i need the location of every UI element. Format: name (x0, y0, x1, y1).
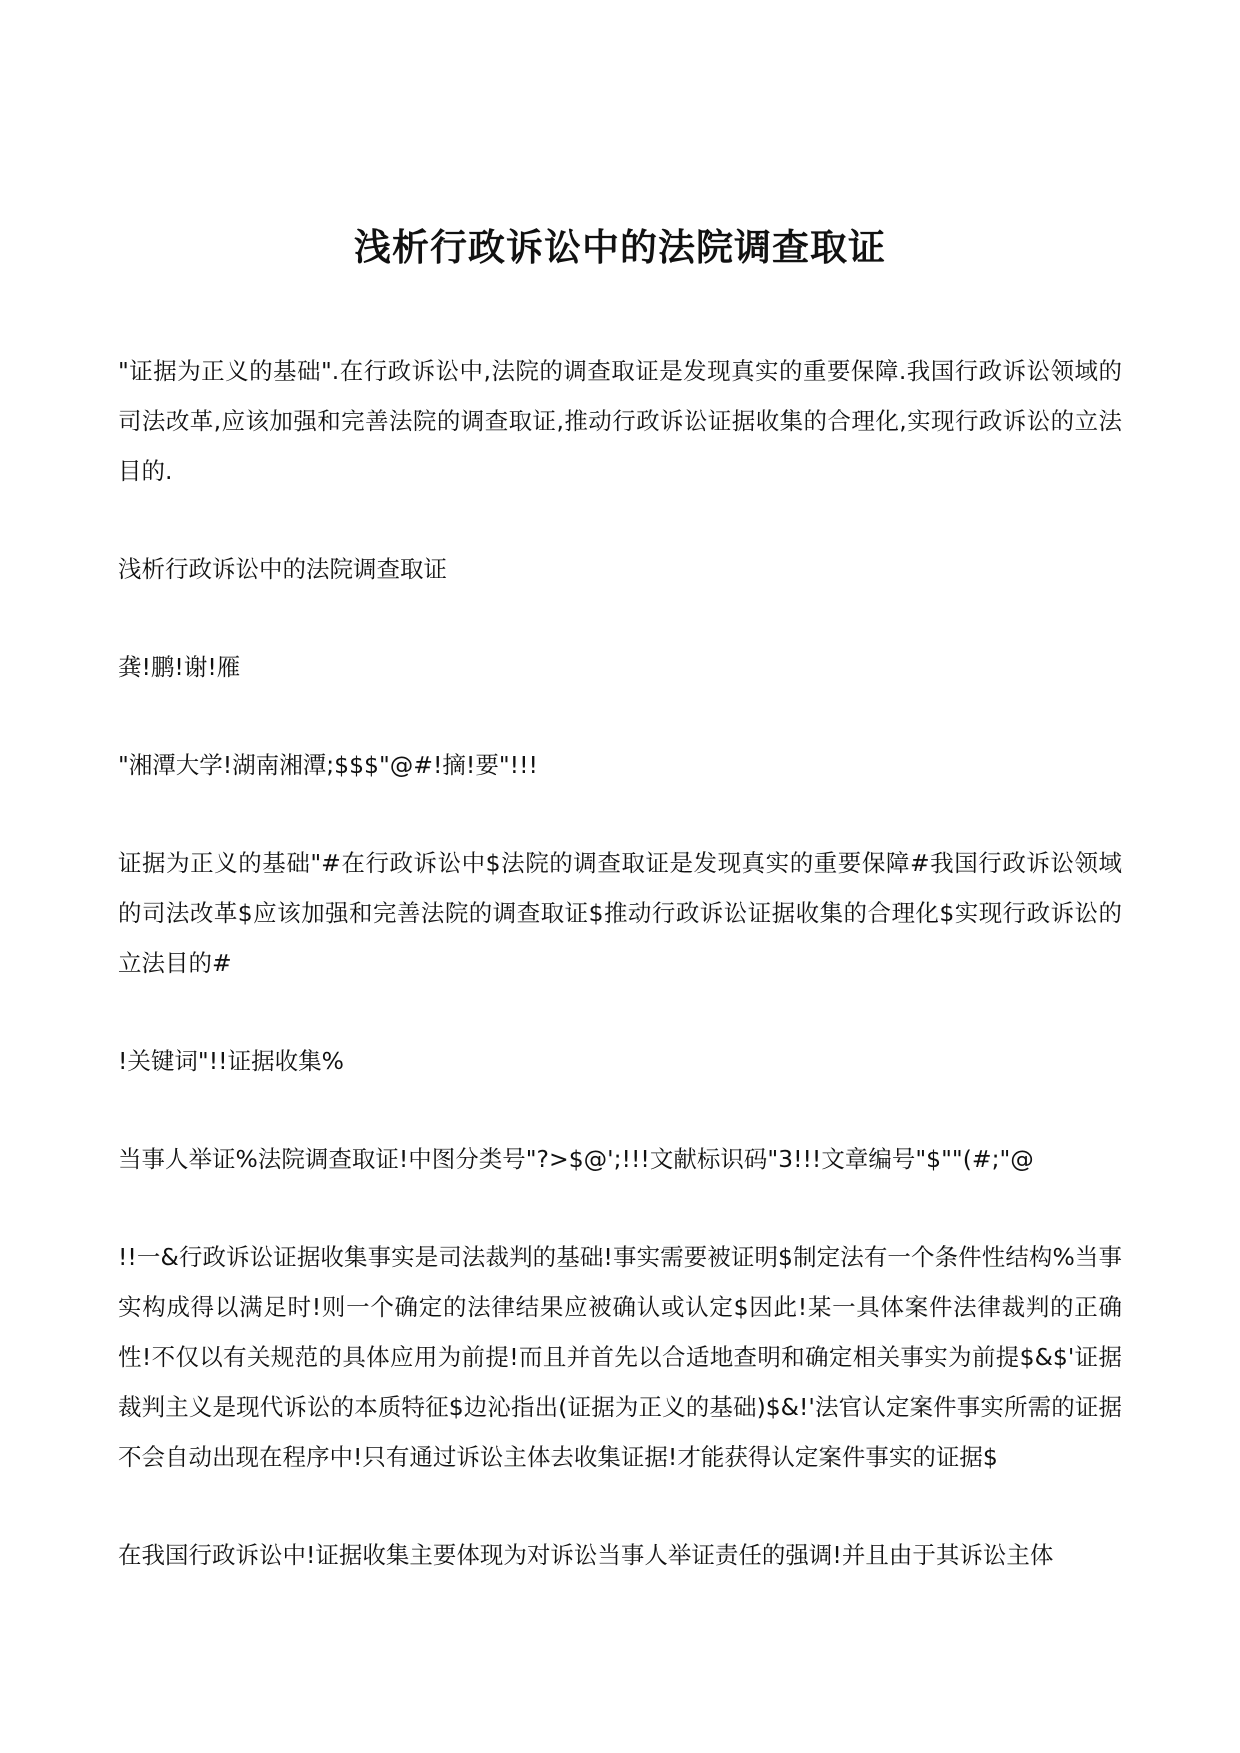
authors-line: 龚!鹏!谢!雁 (118, 653, 241, 681)
classification-line: 当事人举证%法院调查取证!中图分类号"?>$@';!!!文献标识码"3!!!文章编号"$""(#;"@ (118, 1145, 1034, 1173)
keywords-line: !关键词"!!证据收集% (118, 1047, 344, 1075)
document-body (118, 346, 1122, 1628)
article-title-line: 浅析行政诉讼中的法院调查取证 (118, 555, 447, 583)
affiliation-line: "湘潭大学!湖南湘潭;$$$"@#!摘!要"!!! (118, 751, 538, 779)
document-title: 浅析行政诉讼中的法院调查取证 (354, 225, 886, 269)
summary-paragraph: 证据为正义的基础"#在行政诉讼中$法院的调查取证是发现真实的重要保障#我国行政诉讼领域的司法改革$应该加强和完善法院的调查取证$推动行政诉讼证据收集的合理化$实现行政诉讼的立法目的# (118, 849, 1122, 977)
abstract-paragraph: "证据为正义的基础".在行政诉讼中,法院的调查取证是发现真实的重要保障.我国行政诉讼领域的司法改革,应该加强和完善法院的调查取证,推动行政诉讼证据收集的合理化,实现行政诉讼的立法目的. (118, 357, 1122, 485)
section-one-paragraph: !!一&行政诉讼证据收集事实是司法裁判的基础!事实需要被证明$制定法有一个条件性结构%当事实构成得以满足时!则一个确定的法律结果应被确认或认定$因此!某一具体案件法律裁判的正确性!不仅以有关规范的具体应用为前提!而且并首先以合适地查明和确定相关事实为前提$&$'证据裁判主义是现代诉讼的本质特征$边沁指出(证据为正义的基础)$&!'法官认定案件事实所需的证据不会自动出现在程序中!只有通过诉讼主体去收集证据!才能获得认定案件事实的证据$ (118, 1243, 1122, 1471)
body-paragraph: 在我国行政诉讼中!证据收集主要体现为对诉讼当事人举证责任的强调!并且由于其诉讼主体 (118, 1541, 1054, 1569)
